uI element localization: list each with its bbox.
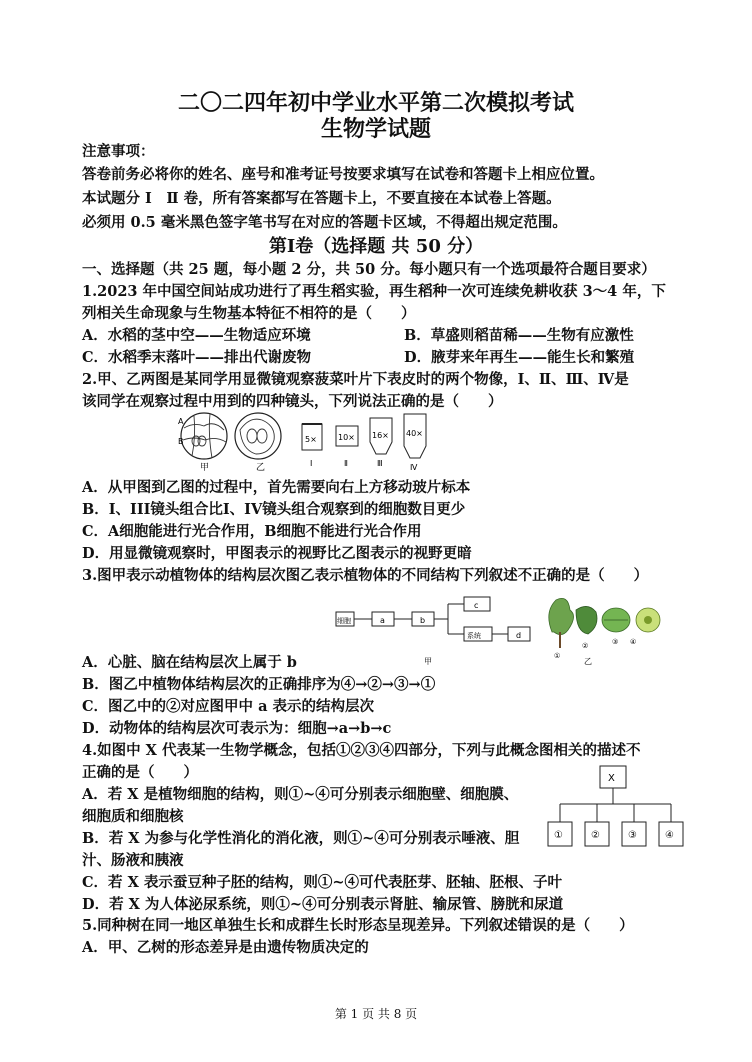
exam-subtitle: 生物学试题 [320,116,431,142]
plant-structures [549,598,660,666]
q2-option-a: A．从甲图到乙图的过程中，首先需要向右上方移动玻片标本 [82,479,471,496]
cell-b-label: B [178,437,184,446]
notice-item-2: 本试题分 Ⅰ Ⅱ 卷，所有答案都写在答题卡上，不要直接在本试卷上答题。 [82,190,561,207]
q4-option-a-line1: A．若 X 是植物细胞的结构，则①~④可分别表示细胞壁、细胞膜、 [82,786,519,803]
q3-stem: 3.图甲表示动植物体的结构层次图乙表示植物体的不同结构下列叙述不正确的是（ ） [82,567,649,584]
page-footer: 第 1 页 共 8 页 [334,1007,418,1021]
q4-option-a-line2: 细胞质和细胞核 [82,808,184,825]
lens-1 [302,424,322,468]
box-d: d [516,631,522,640]
lens-3 [370,418,392,468]
lens-4 [404,414,426,472]
box-a: a [380,616,385,625]
section-title: 第Ⅰ卷（选择题 共 50 分） [268,236,484,257]
concept-map-figure [540,764,690,852]
notice-item-3: 必须用 0.5 毫米黑色签字笔书写在对应的答题卡区域，不得超出规定范围。 [82,214,567,231]
view-yi [235,413,281,472]
figure-jia-label: 甲 [424,657,432,666]
plant-num-2: ② [582,642,589,650]
box-c: c [474,601,479,610]
q2-stem-line1: 2.甲、乙两图是某同学用显微镜观察菠菜叶片下表皮时的两个物像，Ⅰ、Ⅱ、Ⅲ、Ⅳ是 [82,371,629,388]
microscope-figure [178,410,438,472]
q1-option-c: C．水稻季末落叶——排出代谢废物 [82,349,312,366]
q2-option-c: C．A细胞能进行光合作用，B细胞不能进行光合作用 [82,523,422,540]
box-b: b [420,616,426,625]
lens-4-mag: 40× [406,429,423,438]
notice-item-1: 答卷前务必将你的姓名、座号和准考证号按要求填写在试卷和答题卡上相应位置。 [82,166,604,183]
plant-num-1: ① [554,652,561,660]
view-yi-label: 乙 [256,463,266,472]
plant-num-3: ③ [612,638,619,646]
q1-option-a: A．水稻的茎中空——生物适应环境 [82,327,311,344]
lens-1-label: Ⅰ [310,459,313,468]
q4-stem-line1: 4.如图中 X 代表某一生物学概念，包括①②③④四部分，下列与此概念图相关的描述不 [82,742,641,759]
lens-1-mag: 5× [305,435,317,444]
q1-option-b: B．草盛则稻苗稀——生物有应激性 [404,327,634,344]
q4-stem-line2: 正确的是（ ） [82,764,198,781]
lens-3-mag: 16× [372,431,389,440]
figure-yi-label: 乙 [584,657,592,666]
structure-levels-figure [332,592,672,668]
q4-option-c: C．若 X 表示蚕豆种子胚的结构，则①~④可代表胚芽、胚轴、胚根、子叶 [82,874,563,891]
plant-num-4: ④ [630,638,637,646]
view-jia-label: 甲 [200,463,210,472]
cell-a-label: A [178,417,184,426]
concept-1: ① [554,830,563,841]
q3-option-d: D．动物体的结构层次可表示为：细胞→a→b→c [82,720,392,737]
lens-2-label: Ⅱ [344,459,348,468]
q4-option-b-line1: B．若 X 为参与化学性消化的消化液，则①~④可分别表示唾液、胆 [82,830,520,847]
q2-option-b: B．I、III镜头组合比I、IV镜头组合观察到的细胞数目更少 [82,501,466,518]
concept-3: ③ [628,830,637,841]
q2-option-d: D．用显微镜观察时，甲图表示的视野比乙图表示的视野更暗 [82,545,472,562]
q2-stem-line2: 该同学在观察过程中用到的四种镜头，下列说法正确的是（ ） [82,393,503,410]
hierarchy-chart [336,597,530,666]
exam-title: 二〇二四年初中学业水平第二次模拟考试 [177,90,574,116]
q1-stem-line1: 1.2023 年中国空间站成功进行了再生稻实验，再生稻种一次可连续免耕收获 3～4 年，下 [82,283,666,300]
q1-option-d: D．腋芽来年再生——能生长和繁殖 [404,349,635,366]
q5-stem: 5.同种树在同一地区单独生长和成群生长时形态呈现差异。下列叙述错误的是（ ） [82,917,634,934]
concept-2: ② [591,830,600,841]
q1-stem-line2: 列相关生命现象与生物基本特征不相符的是（ ） [82,305,416,322]
q3-option-a: A．心脏、脑在结构层次上属于 b [82,654,297,671]
q4-option-b-line2: 汁、肠液和胰液 [82,852,184,869]
section-instruction: 一、选择题（共 25 题，每小题 2 分，共 50 分。每小题只有一个选项最符合题目要求） [82,261,656,278]
lens-2-mag: 10× [338,433,355,442]
box-cell: 细胞 [337,617,351,625]
q5-option-a: A．甲、乙树的形态差异是由遗传物质决定的 [82,939,369,956]
box-system: 系统 [467,632,481,640]
notice-heading: 注意事项： [82,143,155,160]
lens-3-label: Ⅲ [377,459,383,468]
q4-option-d: D．若 X 为人体泌尿系统，则①~④可分别表示肾脏、输尿管、膀胱和尿道 [82,896,564,913]
q3-option-b: B．图乙中植物体结构层次的正确排序为④→②→③→① [82,676,436,693]
concept-x: X [608,773,615,784]
view-jia [178,413,227,472]
q3-option-c: C．图乙中的②对应图甲中 a 表示的结构层次 [82,698,375,715]
concept-4: ④ [665,830,674,841]
lens-4-label: Ⅳ [410,463,418,472]
lens-2 [336,426,358,468]
